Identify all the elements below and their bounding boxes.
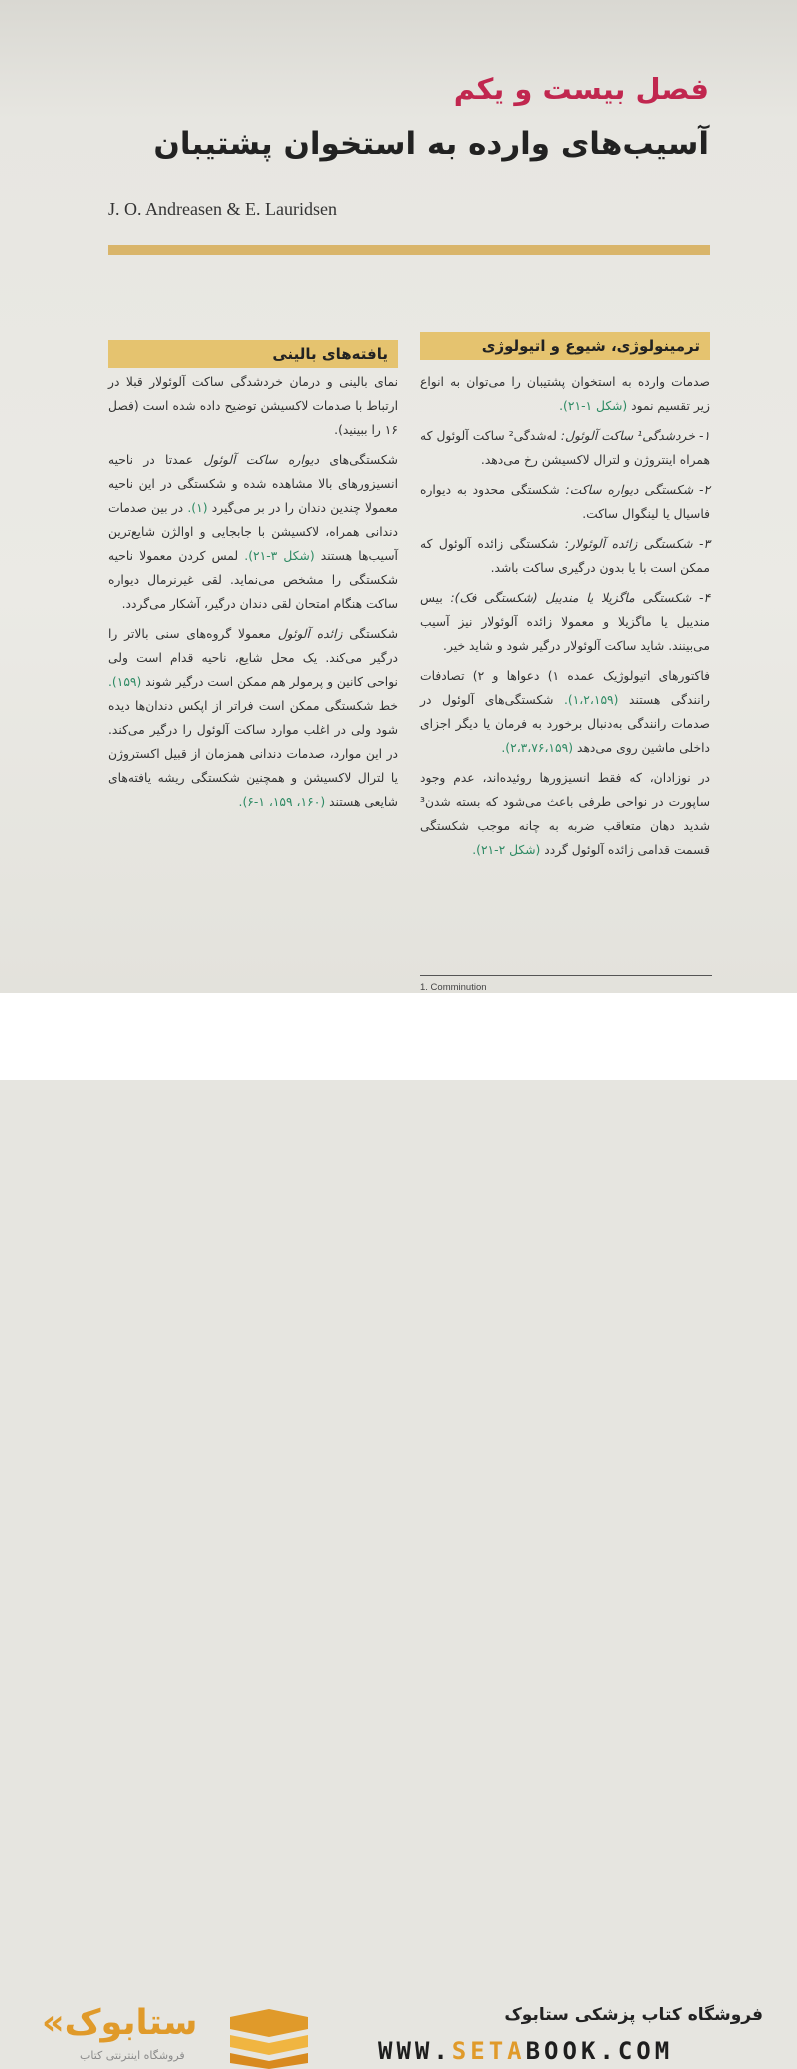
text-run: شکستگی [349,627,399,641]
text-run: معمولا گروه‌های سنی بالاتر را درگیر می‌کند. یک محل شایع، ناحیه قدام است ولی نواحی کانین و پرمولر هم ممکن است درگیر شوند [108,627,398,689]
store-name: فروشگاه کتاب پزشکی ستابوک [504,2005,763,2025]
citation: (۱۵۹). [108,675,142,689]
book-stack-logo-icon [228,2007,310,2069]
term: زائده آلوئول [277,627,343,641]
paragraph [420,766,710,862]
text-run: عمدتا در ناحیه انسیزورهای بالا مشاهده شده و شکستگی در این ناحیه معمولا چندین دندان را در بر می‌گیرد [108,453,398,515]
text-run: شکستگی‌های [329,453,398,467]
store-banner [0,993,797,2065]
left-column-text [108,370,398,820]
citation: (۱،۲،۱۵۹). [563,693,619,707]
paragraph [420,370,710,418]
chapter-title: آسیب‌های وارده به استخوان پشتیبان [153,126,709,162]
paragraph [420,424,710,472]
term: ۴- شکستگی ماگزیلا یا مندیبل (شکستگی فک): [450,591,710,605]
store-logo-text[interactable]: «ستابوک [42,2003,198,2043]
chapter-authors: J. O. Andreasen & E. Lauridsen [108,199,337,219]
figure-reference: (شکل ۱-۲۱). [559,399,628,413]
term: ۳- شکستگی زائده آلوئولار: [564,537,710,551]
paragraph [420,532,710,580]
url-highlight: SETA [451,2037,526,2065]
text-run: لمس کردن معمولا ناحیه شکستگی را مشخص می‌نماید. لقی غیرنرمال دیواره ساکت هنگام امتحان لقی دندان درگیر، آشکار می‌گردد. [108,549,398,611]
figure-reference: (شکل ۳-۲۱). [244,549,315,563]
text-run: صدمات وارده به استخوان پشتیبان را می‌توان به انواع زیر تقسیم نمود [420,375,710,413]
citation: (۱). [187,501,208,515]
citation: (۲،۳،۷۶،۱۵۹). [501,741,574,755]
term: دیواره ساکت آلوئول [203,453,320,467]
book-page [0,0,797,993]
paragraph [420,664,710,760]
text-run: در بین صدمات دندانی همراه، لاکسیشن با جابجایی و اوالژن شایع‌ترین آسیب‌ها هستند [108,501,398,563]
text-run: له‌شدگی² ساکت آلوئول که همراه اینتروژن و لترال لاکسیشن رخ می‌دهد. [420,429,710,467]
store-logo-subtitle: فروشگاه اینترنتی کتاب [80,2049,185,2062]
paragraph [108,448,398,616]
bleed-through-text [380,30,680,41]
url-prefix: WWW. [378,2037,452,2065]
paragraph [108,622,398,814]
footnote-divider [420,975,712,976]
term: ۲- شکستگی دیواره ساکت: [565,483,710,497]
text-run: شکستگی زائده آلوئول که ممکن است با یا بدون درگیری ساکت باشد. [420,537,710,575]
text-run: شکستگی‌های آلوئول در صدمات رانندگی به‌دنبال برخورد به فرمان یا دیگر اجزای داخلی ماشین روی می‌دهد [420,693,710,755]
url-suffix: BOOK.COM [525,2037,674,2065]
citation: (۱۶۰، ۱۵۹، ۱-۶). [238,795,326,809]
text-run: در نوزادان، که فقط انسیزورها روئیده‌اند، عدم وجود ساپورت در نواحی طرفی باعث می‌شود که بسته شدن³ شدید دهان متعاقب ضربه به چانه موجب شکستگی قسمت قدامی زائده آلوئول گردد [420,771,710,857]
footnote: 1. Comminution [420,982,487,993]
title-divider [108,245,710,255]
section-heading-terminology: ترمینولوژی، شیوع و اتیولوژی [420,332,710,360]
term: ۱- خردشدگی¹ ساکت آلوئول: [560,429,710,443]
paragraph [420,586,710,658]
text-run: بیس مندیبل یا ماگزیلا و معمولا زائده آلوئولار نیز آسیب می‌بینند. شاید ساکت آلوئولار درگیر شود و شاید خیر. [420,591,710,653]
text-run: نمای بالینی و درمان خردشدگی ساکت آلوئولار قبلا در ارتباط با صدمات لاکسیشن توضیح داده شده است (فصل ۱۶ را ببینید). [108,375,398,437]
figure-reference: (شکل ۲-۲۱). [472,843,541,857]
chapter-number: فصل بیست و یکم [453,72,709,106]
text-run: خط شکستگی ممکن است فراتر از اپکس دندان‌ها دیده شود ولی در اغلب موارد ساکت آلوئول را درگیر می‌کند. در این موارد، صدمات دندانی همزمان از قبیل اکستروژن یا لترال لاکسیشن و همچنین شکستگی ریشه یافته‌های شایعی هستند [108,699,398,809]
paragraph [420,478,710,526]
paragraph [108,370,398,442]
text-run: فاکتورهای اتیولوژیک عمده ۱) دعواها و ۲) تصادفات رانندگی هستند [420,669,711,707]
right-column-text [420,370,710,868]
section-heading-clinical: یافته‌های بالینی [108,340,398,368]
text-run: شکستگی محدود به دیواره فاسیال یا لینگوال ساکت. [420,483,710,521]
store-url[interactable] [378,2037,673,2065]
